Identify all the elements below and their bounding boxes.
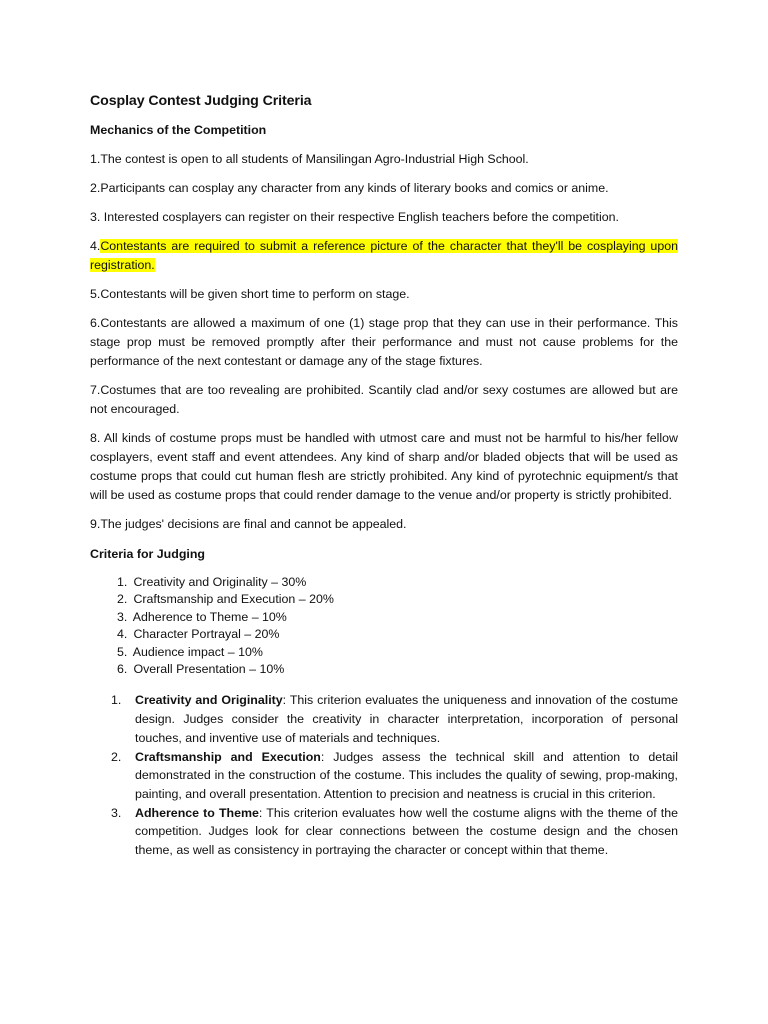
mechanics-item-text: Contestants are allowed a maximum of one (1) stage prop that they can use in their performance. This stage prop must be removed promptly after their performance and must not cause problems for the performance of the next contestant or damage any of the stage fixtures.: [90, 316, 678, 368]
criteria-detail-text: : This criterion evaluates how well the costume aligns with the theme of the competition. Judges look for clear connections between the costume design and the chosen theme, as well as consistency in portraying the character or concept within that theme.: [135, 805, 678, 858]
mechanics-item: [90, 429, 678, 505]
mechanics-item: [90, 208, 678, 227]
criteria-item-text: Overall Presentation – 10%: [130, 662, 285, 677]
mechanics-item-number: 1.: [90, 152, 101, 166]
criteria-item: [117, 609, 678, 626]
criteria-item: [117, 591, 678, 608]
criteria-detail-text: : This criterion evaluates the uniqueness and innovation of the costume design. Judges consider the creativity in character interpretation, incorporation of personal touches, and inventive use of materials and techniques.: [135, 693, 678, 745]
criteria-detail-text: : Judges assess the technical skill and attention to detail demonstrated in the construction of the costume. This includes the quality of sewing, prop-making, painting, and overall presentation. Attention to precision and neatness is crucial in this criterion.: [135, 749, 678, 801]
mechanics-item-number: 7.: [90, 383, 101, 397]
mechanics-item-text: Contestants will be given short time to perform on stage.: [100, 287, 410, 301]
mechanics-item-number: 6.: [90, 316, 101, 330]
mechanics-item: [90, 150, 678, 169]
criteria-item-number: 5.: [117, 644, 128, 659]
criteria-detail-term: Craftsmanship and Execution: [135, 749, 321, 764]
document-body: [90, 93, 678, 860]
mechanics-item-number: 9.: [90, 517, 101, 531]
mechanics-item-text: Contestants are required to submit a reference picture of the character that they'll be cosplaying upon registration.: [90, 239, 678, 272]
mechanics-item: [90, 515, 678, 534]
criteria-item-number: 1.: [117, 575, 128, 589]
mechanics-item-number: 8.: [90, 431, 104, 445]
mechanics-list: [90, 150, 678, 534]
mechanics-heading: Mechanics of the Competition: [90, 123, 267, 137]
mechanics-item-text: Participants can cosplay any character from any kinds of literary books and comics or anime.: [100, 181, 609, 195]
criteria-item-text: Craftsmanship and Execution – 20%: [130, 592, 334, 607]
criteria-item-text: Character Portrayal – 20%: [130, 627, 280, 642]
page-title: Cosplay Contest Judging Criteria: [90, 93, 312, 109]
criteria-detail-number: 1.: [111, 693, 122, 708]
criteria-item-number: 4.: [117, 627, 128, 642]
mechanics-item-text: The contest is open to all students of Mansilingan Agro-Industrial High School.: [100, 152, 529, 166]
criteria-item-number: 3.: [117, 609, 128, 624]
mechanics-item: [90, 179, 678, 198]
criteria-detail-term: Adherence to Theme: [135, 805, 259, 820]
mechanics-item-number: 4.: [90, 239, 101, 253]
mechanics-item-number: 2.: [90, 181, 101, 195]
mechanics-item: [90, 285, 678, 304]
criteria-details-list: [90, 691, 678, 859]
criteria-detail-item: [90, 804, 678, 860]
criteria-item: [117, 574, 678, 591]
criteria-item-number: 2.: [117, 592, 128, 607]
mechanics-item: [90, 237, 678, 275]
mechanics-item-text: Interested cosplayers can register on their respective English teachers before the competition.: [103, 210, 619, 224]
criteria-detail-item: [90, 691, 678, 747]
mechanics-item-text: The judges' decisions are final and cannot be appealed.: [100, 517, 407, 531]
criteria-detail-item: [90, 748, 678, 804]
mechanics-item-text: All kinds of costume props must be handled with utmost care and must not be harmful to his/her fellow cosplayers, event staff and event attendees. Any kind of sharp and/or bladed objects that will be used as costume props that could cut human flesh are strictly prohibited. Any kind of pyrotechnic equipment/s that will be used as costume props that could render damage to the venue and/or property is strictly prohibited.: [90, 431, 679, 502]
mechanics-item: [90, 381, 678, 419]
mechanics-item-number: 5.: [90, 287, 101, 301]
criteria-item-number: 6.: [117, 662, 128, 677]
criteria-detail-term: Creativity and Originality: [135, 693, 283, 708]
criteria-detail-number: 2.: [111, 749, 122, 764]
criteria-item: [117, 626, 678, 643]
mechanics-item-text: Costumes that are too revealing are prohibited. Scantily clad and/or sexy costumes are allowed but are not encouraged.: [90, 383, 678, 416]
criteria-item-text: Creativity and Originality – 30%: [130, 575, 307, 589]
criteria-item: [117, 661, 678, 678]
criteria-heading: Criteria for Judging: [90, 547, 205, 561]
criteria-item-text: Audience impact – 10%: [130, 644, 263, 659]
criteria-item-text: Adherence to Theme – 10%: [130, 609, 287, 624]
criteria-list: [90, 574, 678, 678]
criteria-detail-number: 3.: [111, 805, 122, 820]
mechanics-item-number: 3.: [90, 210, 104, 224]
mechanics-item: [90, 314, 678, 371]
criteria-item: [117, 644, 678, 661]
